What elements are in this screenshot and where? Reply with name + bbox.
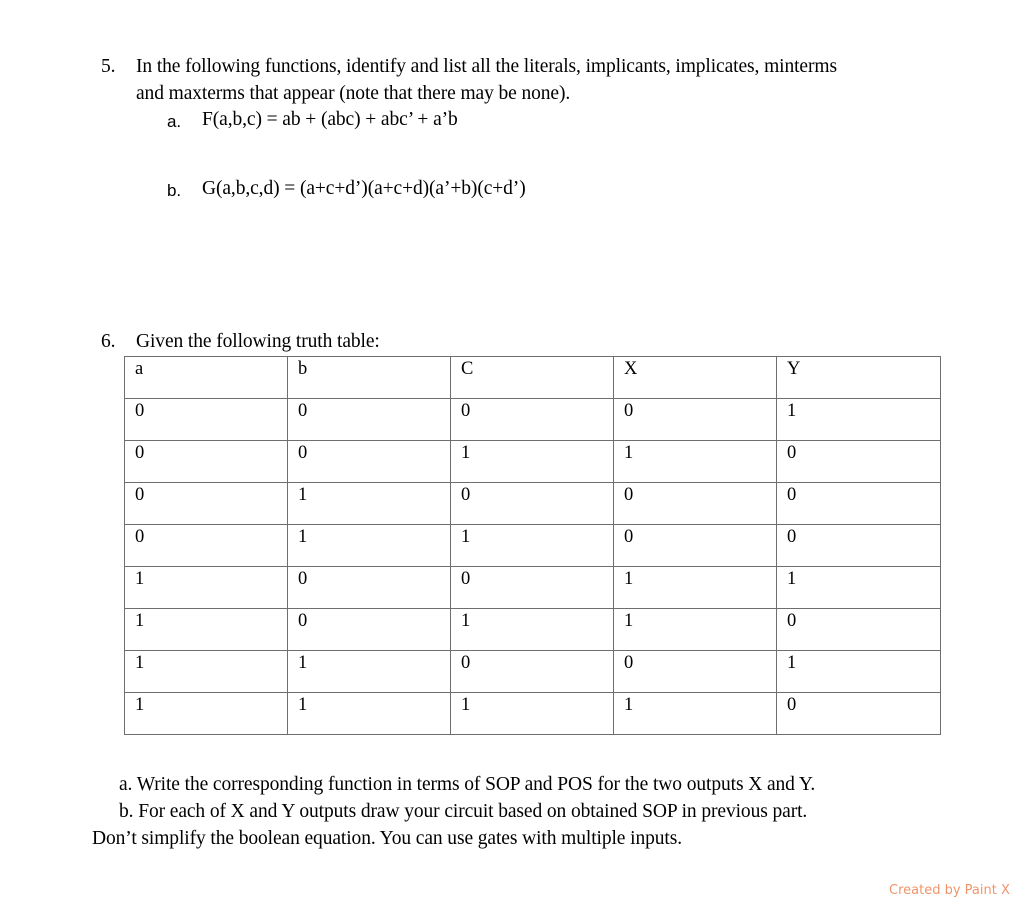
- cell-c: 1: [451, 609, 614, 651]
- cell-c: 1: [451, 693, 614, 735]
- header-c: C: [451, 357, 614, 399]
- cell-b: 0: [288, 399, 451, 441]
- cell-y: 0: [777, 441, 941, 483]
- cell-b: 0: [288, 567, 451, 609]
- header-a: a: [125, 357, 288, 399]
- q6-number: 6.: [101, 331, 116, 352]
- truth-table: [124, 356, 941, 735]
- q6b-instruction: b. For each of X and Y outputs draw your circuit based on obtained SOP in previous part.: [119, 801, 808, 822]
- q5a-expression: F(a,b,c) = ab + (abc) + abc’ + a’b: [202, 109, 458, 130]
- cell-c: 0: [451, 483, 614, 525]
- cell-a: 0: [125, 399, 288, 441]
- cell-y: 0: [777, 693, 941, 735]
- table-row: [125, 399, 941, 441]
- cell-c: 0: [451, 567, 614, 609]
- q5-text-line2: and maxterms that appear (note that there may be none).: [136, 83, 571, 104]
- cell-x: 0: [614, 651, 777, 693]
- cell-a: 1: [125, 567, 288, 609]
- q5b-expression: G(a,b,c,d) = (a+c+d’)(a+c+d)(a’+b)(c+d’): [202, 178, 526, 199]
- header-b: b: [288, 357, 451, 399]
- q5a-label: a.: [167, 112, 181, 131]
- cell-b: 1: [288, 525, 451, 567]
- cell-y: 1: [777, 399, 941, 441]
- cell-b: 1: [288, 693, 451, 735]
- cell-x: 0: [614, 525, 777, 567]
- table-header-row: [125, 357, 941, 399]
- cell-x: 0: [614, 483, 777, 525]
- cell-c: 1: [451, 441, 614, 483]
- cell-c: 0: [451, 651, 614, 693]
- cell-x: 1: [614, 693, 777, 735]
- table-row: [125, 693, 941, 735]
- cell-y: 1: [777, 651, 941, 693]
- cell-b: 0: [288, 609, 451, 651]
- table-row: [125, 483, 941, 525]
- cell-b: 0: [288, 441, 451, 483]
- header-x: X: [614, 357, 777, 399]
- cell-c: 1: [451, 525, 614, 567]
- cell-y: 0: [777, 609, 941, 651]
- table-row: [125, 609, 941, 651]
- cell-a: 0: [125, 483, 288, 525]
- q5-number: 5.: [101, 56, 116, 77]
- q6-note: Don’t simplify the boolean equation. You can use gates with multiple inputs.: [92, 828, 682, 849]
- table-row: [125, 525, 941, 567]
- cell-x: 1: [614, 567, 777, 609]
- watermark: Created by Paint X: [889, 883, 1010, 898]
- cell-b: 1: [288, 483, 451, 525]
- cell-a: 0: [125, 525, 288, 567]
- q5b-label: b.: [167, 181, 181, 200]
- cell-y: 1: [777, 567, 941, 609]
- table-row: [125, 567, 941, 609]
- q6a-instruction: a. Write the corresponding function in terms of SOP and POS for the two outputs X and Y.: [119, 774, 816, 795]
- table-row: [125, 441, 941, 483]
- cell-x: 0: [614, 399, 777, 441]
- cell-a: 1: [125, 693, 288, 735]
- cell-a: 1: [125, 609, 288, 651]
- cell-a: 0: [125, 441, 288, 483]
- cell-a: 1: [125, 651, 288, 693]
- cell-y: 0: [777, 483, 941, 525]
- table-row: [125, 651, 941, 693]
- header-y: Y: [777, 357, 941, 399]
- cell-x: 1: [614, 609, 777, 651]
- q6-intro: Given the following truth table:: [136, 331, 380, 352]
- cell-b: 1: [288, 651, 451, 693]
- cell-x: 1: [614, 441, 777, 483]
- cell-y: 0: [777, 525, 941, 567]
- q5-text-line1: In the following functions, identify and list all the literals, implicants, implicates, minterms: [136, 56, 837, 77]
- cell-c: 0: [451, 399, 614, 441]
